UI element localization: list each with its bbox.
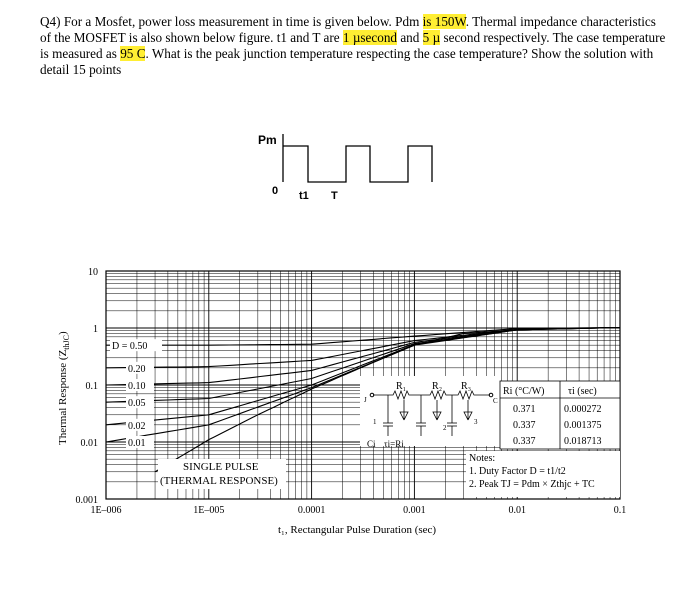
y-tick-label: 10 [88,267,98,278]
node-3-label: 3 [474,418,478,426]
notes-title: Notes: [469,453,496,464]
y-tick-label: 0.1 [85,381,98,392]
node-c-label: C [493,397,498,405]
ri-tau-table [500,381,620,449]
x-tick-label: 0.0001 [297,505,326,516]
table-cell-ri-2: 0.337 [513,420,536,431]
notes-line-2: 2. Peak TJ = Pdm × Zthjc + TC [469,479,595,490]
ci-label: Ci [367,439,376,449]
node-2-label: 2 [443,424,447,432]
pulse-T-label: T [331,190,338,202]
table-cell-ri-1: 0.371 [513,404,536,415]
single-pulse-label-1: SINGLE PULSE [183,461,259,473]
resistor-3-label: R₃ [461,381,472,392]
notes-box [466,451,620,497]
x-axis-label: t₁, Rectangular Pulse Duration (sec) [278,524,437,536]
resistor-1-label: R₁ [396,381,407,392]
x-tick-label: 0.001 [403,505,426,516]
curve-label: 0.20 [128,363,146,375]
table-header-tau: τi (sec) [568,386,597,397]
y-tick-label: 0.01 [80,438,98,449]
rc-network [360,376,500,449]
highlight-case-temp: 95 C [120,46,146,61]
table-header-ri: Ri (°C/W) [503,386,545,397]
resistor-2-label: R₂ [432,381,443,392]
series-line-1 [106,328,620,346]
x-tick-label: 1E–006 [90,505,122,516]
curve-label: 0.05 [128,398,146,410]
table-cell-tau-1: 0.000272 [564,404,602,415]
highlight-T: 5 µ [422,30,441,45]
curve-label: 0.10 [128,381,146,392]
question-number: Q4) [40,14,61,29]
curve-label: 0.01 [128,438,146,449]
y-tick-label: 1 [93,324,98,335]
pulse-y-label: Pm [258,133,277,147]
notes-line-1: 1. Duty Factor D = t1/t2 [469,466,566,477]
node-1-label: 1 [373,418,377,426]
table-cell-tau-3: 0.018713 [564,436,602,447]
pulse-t1-label: t1 [299,190,309,202]
curve-label: 0.02 [128,420,146,432]
x-tick-label: 0.1 [613,505,627,516]
node-j-label: J [364,396,367,404]
y-axis-label: Thermal Response $(Z_{thJC})$ [57,331,71,445]
tau-label: τi=Ri [384,439,404,449]
x-tick-label: 0.01 [508,505,526,516]
table-cell-tau-2: 0.001375 [564,420,602,431]
highlight-pdm: is 150W [422,14,466,29]
curve-label: D = 0.50 [112,341,148,353]
pulse-origin-label: 0 [272,185,279,197]
single-pulse-label-2: (THERMAL RESPONSE) [160,475,278,487]
question-text: Q4) For a Mosfet, power loss measurement in time is given below. Pdm is 150W. Thermal impedance characteristics of the MOSFET is also shown below figure. t1 and T are 1 µsecond and 5 µ second respectively. The case temperature is measured as 95 C. What is the peak junction temperature respecting the case temperature? Show the solution with detail 15 points [40,14,666,77]
x-tick-label: 1E–005 [193,505,225,516]
y-tick-label: 0.001 [75,495,98,506]
highlight-t1: 1 µsecond [342,30,398,45]
table-cell-ri-3: 0.337 [513,436,536,447]
